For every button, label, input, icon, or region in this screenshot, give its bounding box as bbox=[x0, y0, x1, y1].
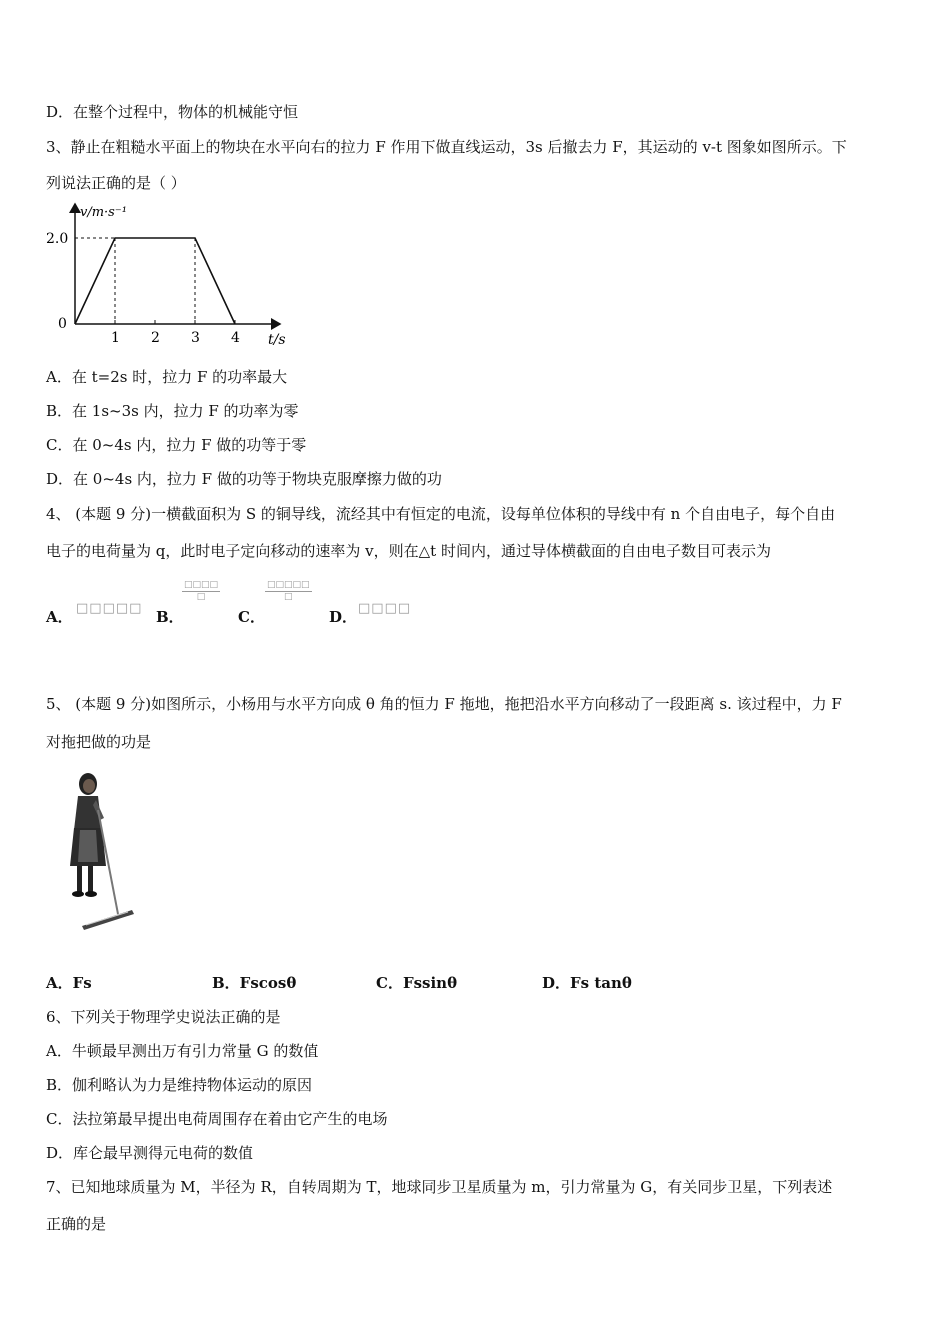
q3-option-b: B．在 1s~3s 内，拉力 F 的功率为零 bbox=[46, 402, 299, 420]
q6-stem: 6、下列关于物理学史说法正确的是 bbox=[46, 1008, 281, 1026]
q4-option-b-denominator: □ bbox=[196, 592, 206, 602]
series-line-velocity bbox=[75, 238, 235, 324]
q7-stem-line2: 正确的是 bbox=[46, 1215, 107, 1233]
q6-option-c: C．法拉第最早提出电荷周围存在着由它产生的电场 bbox=[46, 1110, 388, 1128]
q6-option-d: D．库仑最早测得元电荷的数值 bbox=[46, 1144, 254, 1162]
x-axis-label: t/s bbox=[268, 332, 286, 348]
q4-option-c-label: C． bbox=[238, 608, 265, 626]
q4-stem-line1: 4、 (本题 9 分)一横截面积为 S 的铜导线，流经其中有恒定的电流，设每单位体积的导线中有 n 个自由电子，每个自由 bbox=[46, 505, 836, 523]
q5-option-b: B．Fscosθ bbox=[212, 974, 297, 992]
q4-stem-line2: 电子的电荷量为 q，此时电子定向移动的速率为 v，则在△t 时间内，通过导体横截面的自由电子数目可表示为 bbox=[46, 542, 771, 560]
q6-option-a: A．牛顿最早测出万有引力常量 G 的数值 bbox=[46, 1042, 319, 1060]
vt-graph bbox=[40, 196, 300, 356]
q3-option-a: A．在 t=2s 时，拉力 F 的功率最大 bbox=[46, 368, 288, 386]
y-tick-label-2.0: 2.0 bbox=[46, 231, 69, 247]
q4-option-b-numerator: □□□□ bbox=[184, 580, 219, 590]
y-axis-label: v/m·s⁻¹ bbox=[80, 205, 127, 220]
q4-option-a-formula: □□□□□ bbox=[76, 601, 143, 616]
q3-stem-line1: 3、静止在粗糙水平面上的物块在水平向右的拉力 F 作用下做直线运动，3s 后撤去力 F，其运动的 v-t 图象如图所示。下 bbox=[46, 138, 847, 156]
q3-stem-line2: 列说法正确的是（ ） bbox=[46, 174, 186, 192]
x-tick-label-3: 3 bbox=[191, 330, 200, 346]
x-tick-label-2: 2 bbox=[151, 330, 160, 346]
q4-option-c-numerator: □□□□□ bbox=[267, 580, 310, 590]
q4-option-d-label: D． bbox=[329, 608, 358, 626]
q3-option-d: D．在 0~4s 内，拉力 F 做的功等于物块克服摩擦力做的功 bbox=[46, 470, 442, 488]
x-tick-label-1: 1 bbox=[111, 330, 120, 346]
q4-options bbox=[46, 601, 646, 629]
q4-option-c-fraction bbox=[265, 580, 312, 603]
q5-options bbox=[46, 973, 746, 995]
q5-stem-line2: 对拖把做的功是 bbox=[46, 733, 152, 751]
origin-label: 0 bbox=[58, 316, 67, 332]
mopping-person-illustration bbox=[60, 770, 140, 932]
q5-option-c: C．Fssinθ bbox=[376, 974, 458, 992]
q7-stem-line1: 7、已知地球质量为 M，半径为 R，自转周期为 T，地球同步卫星质量为 m，引力常量为 G，有关同步卫星，下列表述 bbox=[46, 1178, 833, 1196]
q6-option-b: B．伽利略认为力是维持物体运动的原因 bbox=[46, 1076, 313, 1094]
q4-option-b-label: B． bbox=[156, 608, 184, 626]
q2-option-d: D．在整个过程中，物体的机械能守恒 bbox=[46, 103, 299, 121]
q5-option-a: A．Fs bbox=[46, 974, 92, 992]
q5-stem-line1: 5、 (本题 9 分)如图所示，小杨用与水平方向成 θ 角的恒力 F 拖地，拖把沿水平方向移动了一段距离 s. 该过程中，力 F bbox=[46, 695, 842, 713]
q4-option-d-formula: □□□□ bbox=[358, 601, 412, 616]
q4-option-b-fraction bbox=[182, 580, 220, 603]
q5-option-d: D．Fs tanθ bbox=[542, 974, 632, 992]
x-tick-label-4: 4 bbox=[231, 330, 240, 346]
q4-option-c-denominator: □ bbox=[284, 592, 293, 602]
q3-option-c: C．在 0~4s 内，拉力 F 做的功等于零 bbox=[46, 436, 307, 454]
q4-option-a-label: A． bbox=[46, 608, 73, 626]
